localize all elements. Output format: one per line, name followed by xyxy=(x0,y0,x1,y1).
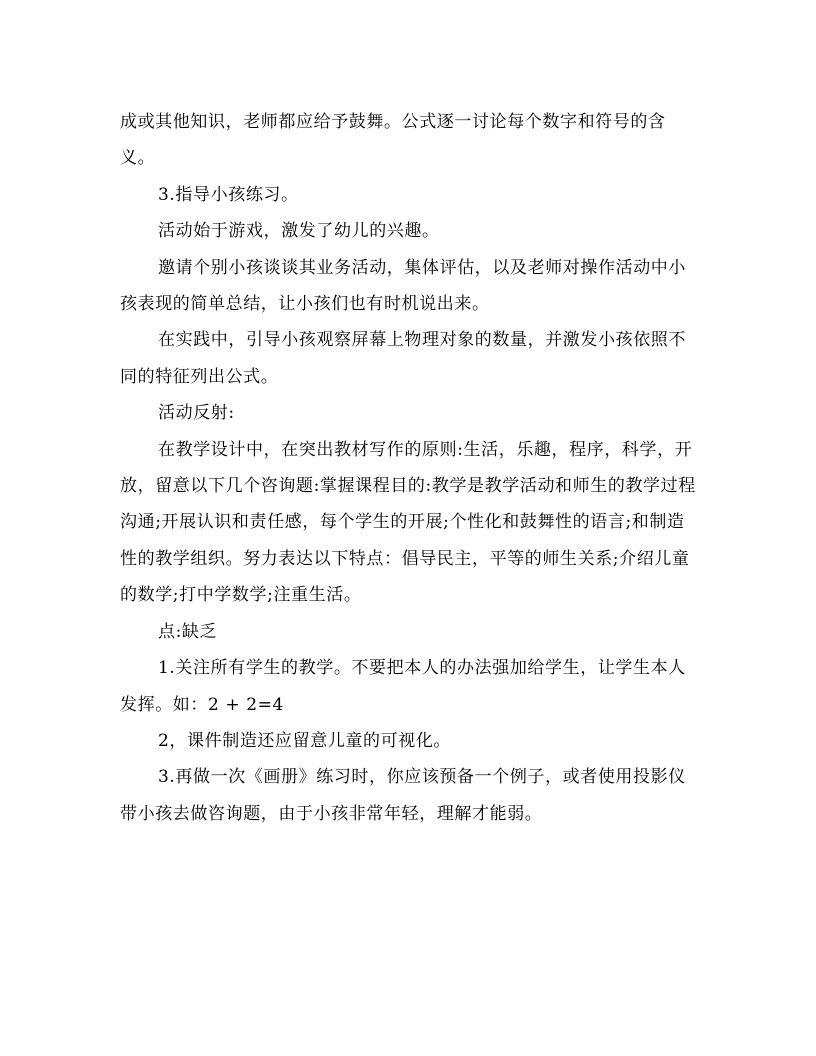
paragraph: 活动反射: xyxy=(158,403,235,424)
paragraph: 点:缺乏 xyxy=(158,621,218,642)
paragraph: 活动始于游戏，激发了幼儿的兴趣。 xyxy=(158,221,440,242)
paragraph: 1.关注所有学生的教学。不要把本人的办法强加给学生，让学生本人发挥。如：2 + 2=4 xyxy=(120,658,686,715)
paragraph: 在实践中，引导小孩观察屏幕上物理对象的数量，并激发小孩依照不同的特征列出公式。 xyxy=(120,330,686,387)
paragraph: 在教学设计中，在突出教材写作的原则:生活，乐趣，程序，科学，开放，留意以下几个咨询题:掌握课程目的:教学是教学活动和师生的教学过程沟通;开展认识和责任感，每个学生的开展;个性化和鼓舞性的语言;和制造性的教学组织。努力表达以下特点：倡导民主，平等的师生关系;介绍儿童的数学;打中学数学;注重生活。 xyxy=(120,439,696,606)
paragraph: 邀请个别小孩谈谈其业务活动，集体评估，以及老师对操作活动中小孩表现的简单总结，让小孩们也有时机说出来。 xyxy=(120,257,686,315)
paragraph: 2，课件制造还应留意儿童的可视化。 xyxy=(158,730,452,751)
paragraph: 3.指导小孩练习。 xyxy=(158,184,299,205)
paragraph: 成或其他知识，老师都应给予鼓舞。公式逐一讨论每个数字和符号的含义。 xyxy=(120,112,666,169)
document-page xyxy=(120,104,700,832)
paragraph: 3.再做一次《画册》练习时，你应该预备一个例子，或者使用投影仪带小孩去做咨询题，由于小孩非常年轻，理解才能弱。 xyxy=(120,767,686,824)
